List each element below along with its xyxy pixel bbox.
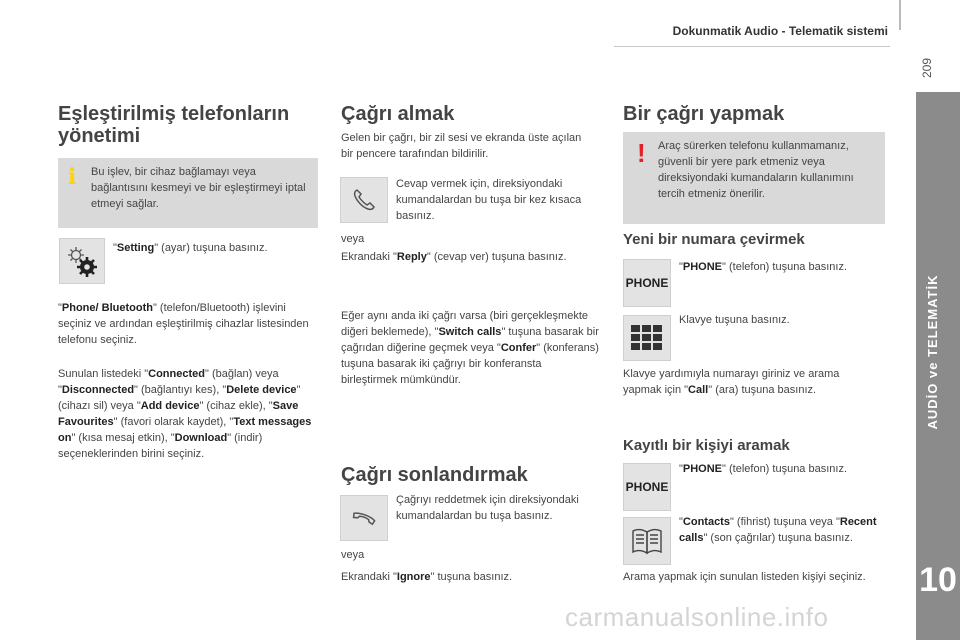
header-divider: [614, 46, 890, 47]
chapter-number: 10: [919, 561, 957, 599]
section-title-paired-phones: Eşleştirilmiş telefonların yönetimi: [58, 103, 290, 147]
or-text-2: veya: [341, 549, 365, 561]
running-header: Dokunmatik Audio - Telematik sistemi: [672, 24, 888, 38]
keypad-icon: [630, 324, 664, 352]
phone-instruction-2: "PHONE" (telefon) tuşuna basınız.: [679, 463, 848, 475]
subsection-title-new-number: Yeni bir numara çevirmek: [623, 231, 805, 248]
end-call-button-illustration: [340, 495, 388, 541]
info-note: [58, 158, 318, 228]
setting-instruction: "Setting" (ayar) tuşuna basınız.: [113, 242, 268, 254]
section-title-receive-call: Çağrı almak: [341, 103, 455, 125]
phone-button-illustration: [623, 259, 671, 307]
phone-handset-icon: [349, 185, 379, 215]
gear-icon: [64, 243, 100, 279]
info-icon: i: [68, 164, 77, 190]
accept-call-button-illustration: [340, 177, 388, 223]
chapter-label: AUDİO ve TELEMATİK: [925, 274, 940, 430]
contacts-button-illustration: [623, 517, 671, 565]
accept-call-text: Cevap vermek için, direksiyondaki kumandalardan bu tuşa bir kez kısaca basınız.: [396, 178, 582, 222]
dial-instruction: Klavye yardımıyla numarayı giriniz ve arama yapmak için "Call" (ara) tuşuna basınız.: [623, 368, 840, 396]
info-text: Bu işlev, bir cihaz bağlamayı veya bağlantısını kesmeyi ve bir eşleştirmeyi iptal etmeyi sağlar.: [91, 166, 306, 210]
reject-call-text: Çağrıyı reddetmek için direksiyondaki kumandalardan bu tuşa basınız.: [396, 494, 579, 522]
hang-up-icon: [349, 503, 379, 533]
incoming-call-text: Gelen bir çağrı, bir zil sesi ve ekranda üste açılan bir pencere tarafından bildirilir.: [341, 132, 582, 160]
select-contact-text: Arama yapmak için sunulan listeden kişiyi seçiniz.: [623, 571, 866, 583]
bluetooth-instruction: "Phone/ Bluetooth" (telefon/Bluetooth) işlevini seçiniz ve ardından eşleştirilmiş cihazlar listesinden telefonu seçiniz.: [58, 302, 309, 346]
warning-note: [623, 132, 885, 224]
warning-text: Araç sürerken telefonu kullanmamanız, güvenli bir yere park etmeniz veya direksiyondaki kumandaların kullanımını tercih etmeniz önerilir.: [658, 140, 854, 200]
reply-instruction: Ekrandaki "Reply" (cevap ver) tuşuna basınız.: [341, 251, 567, 263]
margin-rule: [899, 0, 901, 30]
section-title-make-call: Bir çağrı yapmak: [623, 103, 785, 125]
or-text-1: veya: [341, 233, 365, 245]
phone-button-label-2: PHONE: [625, 480, 669, 494]
subsection-title-saved-contact: Kayıtlı bir kişiyi aramak: [623, 437, 790, 454]
page-number: 209: [920, 57, 934, 79]
keypad-instruction: Klavye tuşuna basınız.: [679, 314, 790, 326]
phone-instruction: "PHONE" (telefon) tuşuna basınız.: [679, 261, 848, 273]
connection-options-text: Sunulan listedeki "Connected" (bağlan) veya "Disconnected" (bağlantıyı kes), "Delete device" (cihazı sil) veya "Add device" (cihaz ekle), "Save Favourites" (favori olarak kaydet), "Text messages on" (kısa mesaj etkin), "Download" (indir) seçeneklerinden birini seçiniz.: [58, 368, 312, 460]
phone-button-illustration-2: [623, 463, 671, 511]
section-title-end-call: Çağrı sonlandırmak: [341, 464, 528, 486]
ignore-instruction: Ekrandaki "Ignore" tuşuna basınız.: [341, 571, 513, 583]
keypad-button-illustration: [623, 315, 671, 361]
warning-exclamation-icon: !: [637, 138, 646, 168]
switch-calls-text: Eğer aynı anda iki çağrı varsa (biri gerçekleşmekte diğeri beklemede), "Switch calls" tuşuna basarak bir çağrıdan diğerine geçmek veya "Confer" (konferans) tuşuna basarak iki çağrıyı bir konferansta birleştirmek mümkündür.: [341, 310, 599, 386]
phone-button-label: PHONE: [625, 276, 669, 290]
address-book-icon: [631, 526, 663, 556]
watermark: carmanualsonline.info: [565, 602, 829, 632]
contacts-instruction: "Contacts" (fihrist) tuşuna veya "Recent calls" (son çağrılar) tuşuna basınız.: [679, 516, 877, 544]
settings-button-illustration: [59, 238, 105, 284]
